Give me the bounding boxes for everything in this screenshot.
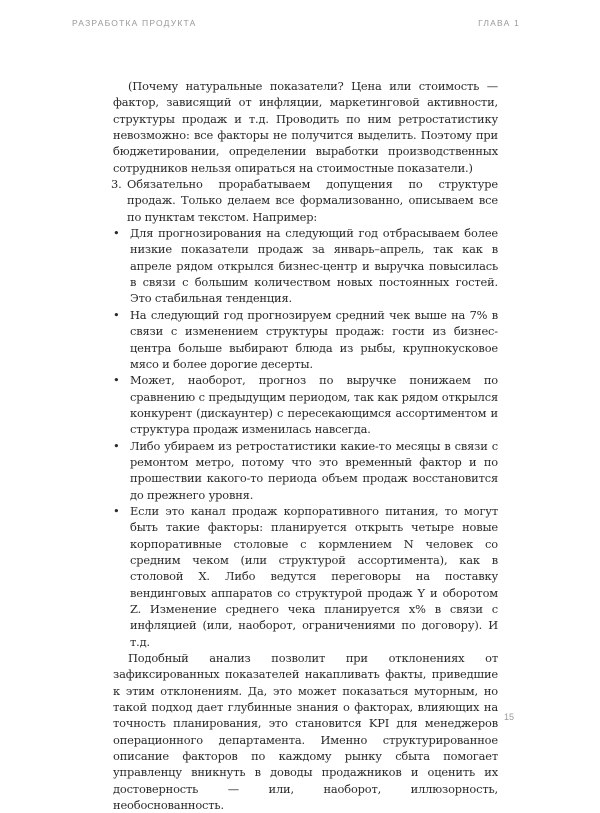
list-item [113,503,498,650]
final-paragraph: Подобный анализ позволит при отклонениях от зафиксированных показателей накапливать факты, приведшие к этим отклонениям. Да, это может показаться муторным, но такой подход дает глубинные знания о факторах, влияющих на точность планирования, это становится KPI для менеджеров операционного департамента. Именно структурированное описание факторов по каждому рынку сбыта помогает управленцу вникнуть в доводы продажников и оценить их достоверность — или, наоборот, иллюзорность, необоснованность. [113,651,498,813]
list-item-text: На следующий год прогнозируем средний чек выше на 7% в связи с изменением структуры продаж: гости из бизнес-центра больше выбирают блюда из рыбы, крупнокусковое мясо и более дорогие десерты. [130,307,498,371]
bullet-icon: • [113,503,120,518]
list-item-text: Для прогнозирования на следующий год отбрасываем более низкие показатели продаж за январь–апрель, так как в апреле рядом открылся бизнес-центр и выручка повысилась в связи с большим количеством новых постоянных гостей. Это стабильная тенденция. [130,226,498,306]
page-body [113,78,498,813]
list-item-text: Либо убираем из ретростатистики какие-то месяцы в связи с ремонтом метро, потому что это временный фактор и по прошествии какого-то периода объем продаж восстановится до прежнего уровня. [130,438,498,502]
chapter-label: ГЛАВА 1 [478,18,520,28]
page-number: 15 [503,712,514,722]
bullet-icon: • [113,307,120,322]
item-number: 3. [111,177,122,192]
bullet-icon: • [113,226,120,241]
numbered-item [113,176,498,225]
list-item [113,307,498,372]
bullet-icon: • [113,438,120,453]
list-item-text: Если это канал продаж корпоративного питания, то могут быть такие факторы: планируется открыть четыре новые корпоративные столовые с кормлением N человек со средним чеком (или структурой ассортимента), как в столовой X. Либо ведутся переговоры на поставку вендинговых аппаратов со структурой продаж Y и оборотом Z. Изменение среднего чека планируется x% в связи с инфляцией (или, наоборот, ограничениями по договору). И т.д. [130,503,498,649]
bullet-icon: • [113,373,120,388]
intro-paragraph: (Почему натуральные показатели? Цена или стоимость — фактор, зависящий от инфляции, маркетинговой активности, структуры продаж и т.д. Проводить по ним ретростатистику невозможно: все факторы не получится выделить. Поэтому при бюджетировании, определении выработки производственных сотрудников нельзя опираться на стоимостные показатели.) [113,79,498,175]
list-item [113,438,498,503]
section-title: РАЗРАБОТКА ПРОДУКТА [72,18,197,28]
item-text: Обязательно прорабатываем допущения по структуре продаж. Только делаем все формализованно, описываем все по пунктам текстом. Например: [127,177,498,224]
list-item [113,372,498,437]
running-head [72,18,520,30]
bullet-list [113,225,498,650]
list-item [113,225,498,307]
list-item-text: Может, наоборот, прогноз по выручке понижаем по сравнению с предыдущим периодом, так как рядом открылся конкурент (дискаунтер) с пересекающимся ассортиментом и структура продаж изменилась навсегда. [130,373,498,437]
